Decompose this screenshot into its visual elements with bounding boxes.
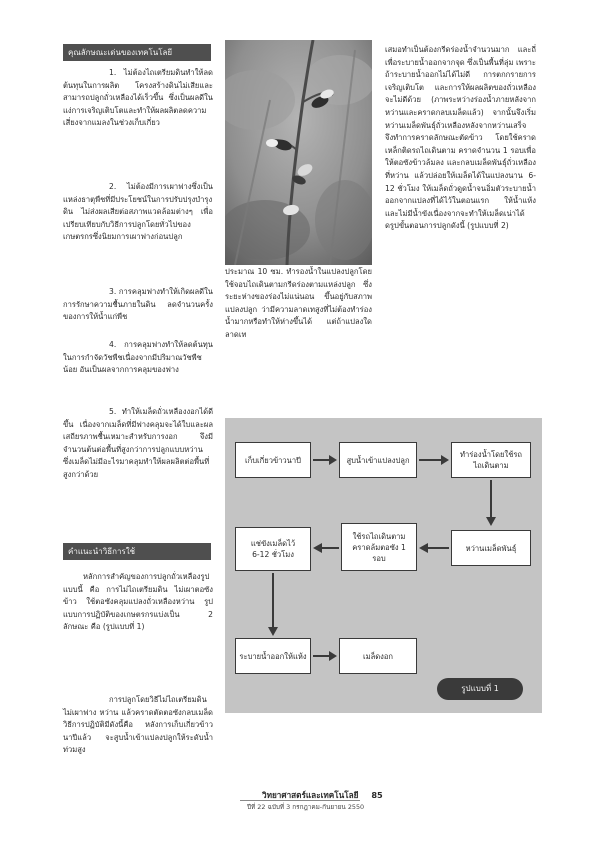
flow-step-harvest: เก็บเกี่ยวข้าวนาปี (235, 442, 311, 478)
paragraph-feature-1: 1. ไม่ต้องไถเตรียมดินทำให้ลดต้นทุนในการผลิต โครงสร้างดินไม่เสียและสามารถปลูกถั่วเหลืองได้เร็วขึ้น ซึ่งเป็นผลดีในแง่การเจริญเติบโตและทำให้ผลผลิตลดความเสี่ยงจากแมลงในช่วงเก็บเกี่ยว (63, 68, 213, 128)
footer-rule (240, 800, 360, 801)
footer-journal-name: วิทยาศาสตร์และเทคโนโลยี (262, 790, 359, 800)
paragraph-feature-5: 5. ทำให้เมล็ดถั่วเหลืองงอกได้ดีขึ้น เนื่องจากเมล็ดที่มีฟางคลุมจะได้ใบและผลเสถียรภาพชื้นเหมาะสำหรับการงอก จึงมีจำนวนต้นต่อพื้นที่สูงกว่าการปลูกแบบหว่าน ซึ่งเมล็ดไม่มีอะไรมาคลุมทำให้ผลผลิตต่อพื้นที่สูงกว่าด้วย (63, 407, 213, 479)
flow-step-sow: หว่านเมล็ดพันธุ์ (451, 530, 531, 566)
section-heading-features: คุณลักษณะเด่นของเทคโนโลยี (63, 44, 211, 61)
page-number: 85 (371, 790, 383, 800)
paragraph-feature-4: 4. การคลุมฟางทำให้ลดต้นทุนในการกำจัดวัชพืชเนื่องจากมีปริมาณวัชพืชน้อย อันเป็นผลจากการคลุมของฟาง (63, 340, 213, 375)
figure-label-badge: รูปแบบที่ 1 (437, 678, 523, 700)
footer-issue-info: ปีที่ 22 ฉบับที่ 3 กรกฎาคม-กันยายน 2550 (247, 803, 365, 811)
soybean-plant-illustration (225, 40, 372, 265)
paragraph-feature-2: 2. ไม่ต้องมีการเผาฟางซึ่งเป็นแหล่งธาตุพืชที่มีประโยชน์ในการปรับปรุงบำรุงดิน ไม่ส่งผลเสียต่อสภาพแวดล้อมต่างๆ เพื่อเปรียบเทียบกับวิธีการปลูกโดยทั่วไปของเกษตรกรซึ่งนิยมการเผาฟางก่อนปลูก (63, 182, 213, 242)
paragraph-feature-3: 3. การคลุมฟางทำให้เกิดผลดีในการรักษาความชื้นภายในดิน ลดจำนวนครั้งของการให้น้ำแก่พืช (63, 287, 213, 322)
paragraph-middle: ประมาณ 10 ซม. ทำรองน้ำในแปลงปลูกโดยใช้จอบไถเดินตามกรีดร่องตามแหล่งปลูก ซึ่งระยะห่างของร่องไม่แน่นอน ขึ้นอยู่กับสภาพแปลงปลูก ว่ามีความลาดเทสูงที่ไม่ต้องทำร่องน้ำมากหรือทำให้ห่างขึ้นได้ แต่ถ้าแปลงใดลาดเท (225, 267, 372, 339)
section-heading-usage: คำแนะนำวิธีการใช้ (63, 543, 211, 560)
flow-arrows (225, 418, 542, 713)
flow-step-pump-water: สูบน้ำเข้าแปลงปลูก (339, 442, 417, 478)
flow-step-germinate: เมล็ดงอก (339, 638, 417, 674)
flow-step-drain: ระบายน้ำออกให้แห้ง (235, 638, 311, 674)
flow-step-furrows: ทำร่องน้ำโดยใช้รถไถเดินตาม (451, 442, 531, 478)
flow-step-rake: ใช้รถไถเดินตามคราดล้มตอซัง 1 รอบ (341, 523, 417, 571)
paragraph-usage-intro: หลักการสำคัญของการปลูกถั่วเหลืองรูปแบบนี้ คือ การไม่ไถเตรียมดิน ไม่เผาตอซังข้าว ใช้ตอซังคลุมแปลงถั่วเหลืองหว่าน รูปแบบการปฏิบัติของเกษตรกรแบ่งเป็น 2 ลักษณะ คือ (รูปแบบที่ 1) (63, 572, 213, 632)
paragraph-usage-method: การปลูกโดยวิธีไม่ไถเตรียมดิน ไม่เผาฟาง หว่าน แล้วคราดตัดตอซังกลบเมล็ด วิธีการปฏิบัติมีดังนี้คือ หลังการเก็บเกี่ยวข้าวนาปีแล้ว จะสูบน้ำเข้าแปลงปลูกให้ระดับน้ำท่วมสูง (63, 695, 213, 755)
paragraph-right: เสมอทำเป็นต้องกรีดร่องน้ำจำนวนมาก และถี่เพื่อระบายน้ำออกจากจุด ซึ่งเป็นพื้นที่ลุ่ม เพราะถ้าระบายน้ำออกไม่ได้ไม่ดี การตกกรายการเจริญเติบโต และการให้ผลผลิตของถั่วเหลืองจะไม่ดีด้วย (ภาพระหว่างร่องน้ำภายหลังจากหว่านและคราดกลบเมล็ดแล้ว) จากนั้นจึงเริ่มหว่านเมล็ดพันธุ์ถั่วเหลืองหลังจากหว่านเสร็จ จึงทำการคราดลักษณะตัดข้าว โดยใช้คราดเหล็กติดรถไถเดินตาม คราดจำนวน 1 รอบเพื่อให้ตอซังข้าวล้มลง และกลบเมล็ดพันธุ์ถั่วเหลืองที่หว่าน แล้วปล่อยให้เมล็ดได้ในแปลงนาน 6-12 ชั่วโมง ให้เมล็ดถั่วดูดน้ำจนอิ่มตัวระบายน้ำออกจากแปลงที่ได้ไว้ในตอนแรก ให้น้ำแห้งและไม่มีน้ำขังเนื่องจากจะทำให้เมล็ดเน่าได้ ดรูปขั้นตอนการปลูกดังนี้ (รูปแบบที่ 2) (385, 45, 536, 231)
flow-step-soak: แช่ขังเมล็ดไว้ 6-12 ชั่วโมง (235, 527, 311, 571)
planting-flow-diagram (225, 418, 542, 713)
soybean-plant-photo (225, 40, 372, 265)
